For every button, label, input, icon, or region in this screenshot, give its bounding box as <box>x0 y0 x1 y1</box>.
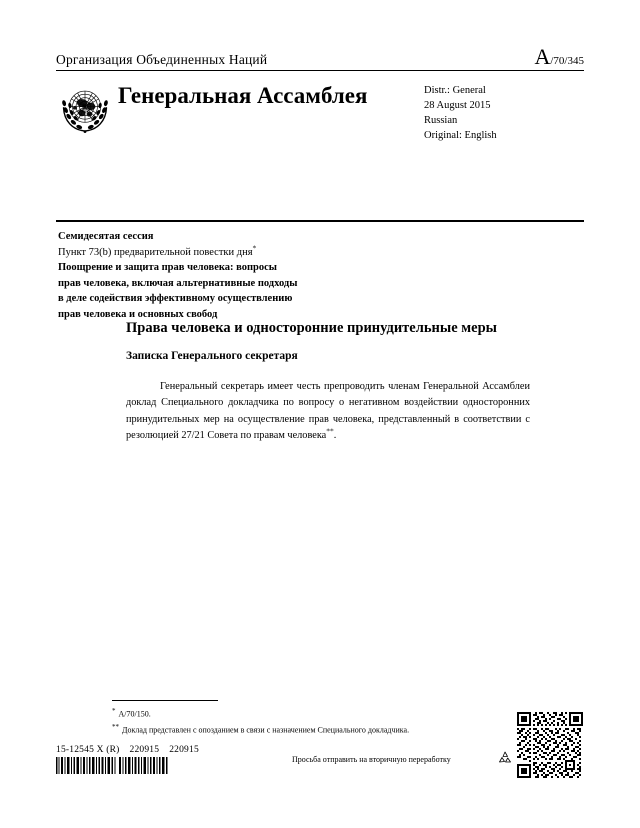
agenda-title-line-1: Поощрение и защита прав человека: вопросы <box>58 262 277 274</box>
footnote-item <box>112 706 542 722</box>
page-title: Права человека и односторонние принудительные меры <box>126 320 497 336</box>
distr-line: Distr.: General <box>424 85 486 96</box>
general-assembly-title: Генеральная Ассамблея <box>118 83 368 108</box>
recycle-icon <box>497 750 513 766</box>
footnote-separator <box>112 700 218 701</box>
body-paragraph-text: Генеральный секретарь имеет честь препроводить членам Генеральной Ассамблеи доклад Специального докладчика по вопросу о негативном воздействии односторонних принудительных мер на осуществление прав человека, представленный в соответствии с резолюцией 27/21 Совета по правам человека <box>126 381 530 441</box>
body-paragraph-end: . <box>333 429 337 441</box>
agenda-title-line-3: в деле содействия эффективному осуществлению <box>58 293 293 305</box>
distr-date: 28 August 2015 <box>424 99 491 111</box>
footnote-text: A/70/150. <box>118 709 151 719</box>
masthead <box>56 46 584 144</box>
un-emblem-icon <box>56 80 114 138</box>
session-number: Семидесятая сессия <box>58 231 154 242</box>
document-symbol <box>534 46 584 68</box>
distr-original: Original: English <box>424 129 497 141</box>
distr-language: Russian <box>424 114 458 126</box>
footnote-item <box>112 722 542 738</box>
agenda-title-line-2: прав человека, включая альтернативные подходы <box>58 277 298 289</box>
footnotes-block <box>112 706 542 737</box>
emblem-container <box>56 78 118 138</box>
session-block <box>58 229 388 322</box>
agenda-item-line <box>58 245 388 261</box>
agenda-item-text: Пункт 73(b) предварительной повестки дня <box>58 246 253 258</box>
document-symbol-prefix: A <box>534 44 551 69</box>
document-symbol-suffix: /70/345 <box>550 55 584 67</box>
masthead-top-row <box>56 46 584 70</box>
footnote-mark: * <box>112 707 116 715</box>
footnote-mark: ** <box>112 722 119 731</box>
qr-code-icon <box>517 712 583 778</box>
footnote-text: Доклад представлен с опозданием в связи с назначением Специального докладчика. <box>122 725 410 735</box>
header-divider-thin <box>56 70 584 71</box>
body-paragraph <box>126 379 530 444</box>
header-divider-thick <box>56 220 584 222</box>
job-number: 15-12545 X (R) <box>56 745 120 755</box>
distribution-block <box>424 78 584 144</box>
masthead-body-row <box>56 78 584 144</box>
agenda-title-line-4: прав человека и основных свобод <box>58 308 218 320</box>
body-footnote-mark: ** <box>326 426 334 436</box>
date-code-2: 220915 <box>169 745 199 755</box>
barcode-icon <box>56 757 168 774</box>
date-code-1: 220915 <box>129 745 160 755</box>
page-subtitle: Записка Генерального секретаря <box>126 350 298 362</box>
recycle-note: Просьба отправить на вторичную переработку <box>292 755 451 764</box>
organization-name: Организация Объединенных Наций <box>56 52 268 68</box>
agenda-item-footnote-mark: * <box>252 243 257 253</box>
job-number-line <box>56 745 199 755</box>
